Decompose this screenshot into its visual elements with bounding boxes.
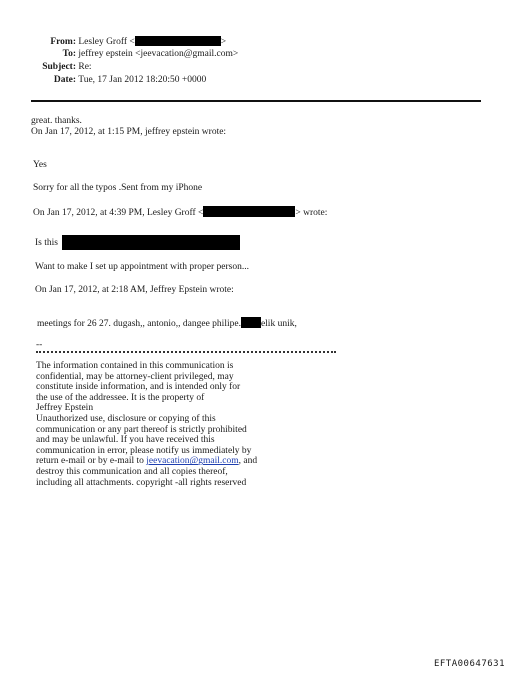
notice-return-end: , and (238, 456, 258, 467)
typos-text: Sorry for all the typos .Sent from my iPhone (33, 183, 203, 193)
is-this-label: Is this (35, 238, 58, 248)
notice-line: constitute inside information, and is intended only for (36, 382, 241, 393)
notice-return-start: return e-mail or by e-mail to (36, 456, 147, 467)
notice-line: Unauthorized use, disclosure or copying of this (36, 413, 216, 424)
document-id: EFTA00647631 (433, 659, 505, 669)
notice-line: including all attachments. copyright -all rights reserved (36, 477, 247, 488)
yes-text: Yes (33, 160, 47, 170)
appointment-text: Want to make I set up appointment with proper person... (35, 262, 249, 272)
redaction-box (62, 235, 240, 250)
date-label: Date: (53, 75, 76, 85)
from-label: From: (50, 37, 76, 47)
subject-value: Re: (78, 62, 92, 72)
notice-line: communication or any part thereof is strictly prohibited (36, 424, 247, 435)
quote-attribution-2-start: On Jan 17, 2012, at 4:39 PM, Lesley Groff < (33, 208, 204, 218)
notice-line: confidential, may be attorney-client privileged, may (36, 371, 234, 382)
notice-line: Jeffrey Epstein (36, 403, 94, 414)
quote-attribution-2-end: > wrote: (295, 208, 328, 218)
signature-dashes: -- (36, 340, 43, 350)
from-value: Lesley Groff < (78, 37, 135, 47)
notice-line: The information contained in this communication is (36, 361, 234, 371)
confidentiality-notice (36, 361, 257, 488)
notice-line: communication in error, please notify us immediately by (36, 445, 252, 456)
from-tail: > (220, 37, 227, 47)
is-this-text (35, 238, 58, 249)
asterisk-separator (36, 351, 336, 356)
redaction-box (241, 317, 261, 328)
redaction-box (203, 206, 295, 217)
header-divider (31, 100, 481, 102)
notice-line: and may be unlawful. If you have received this (36, 435, 215, 446)
email-link[interactable]: jeevacation@gmail.com (146, 456, 239, 467)
subject-label: Subject: (42, 62, 76, 72)
notice-line-return (36, 456, 257, 467)
quote-attribution-2 (33, 206, 327, 219)
email-date-row (48, 75, 206, 86)
quote-attribution-1: On Jan 17, 2012, at 1:15 PM, jeffrey epstein wrote: (31, 127, 227, 137)
notice-line: the use of the addressee. It is the property of (36, 392, 205, 403)
email-to-row (48, 49, 238, 60)
redaction-box (135, 36, 221, 46)
email-subject-row (39, 62, 92, 73)
date-value: Tue, 17 Jan 2012 18:20:50 +0000 (78, 75, 207, 85)
meetings-end: elik unik, (260, 319, 297, 329)
notice-line: destroy this communication and all copies thereof, (36, 466, 228, 477)
meetings-start: meetings for 26 27. dugash,, antonio,, dangee philipe. (37, 319, 241, 329)
email-from-row (48, 36, 226, 48)
reply-text: great. thanks. (31, 116, 82, 126)
to-value: jeffrey epstein <jeevacation@gmail.com> (78, 49, 239, 59)
to-label: To: (62, 49, 76, 59)
meetings-text (37, 317, 297, 330)
quote-attribution-3: On Jan 17, 2012, at 2:18 AM, Jeffrey Epstein wrote: (35, 285, 234, 295)
